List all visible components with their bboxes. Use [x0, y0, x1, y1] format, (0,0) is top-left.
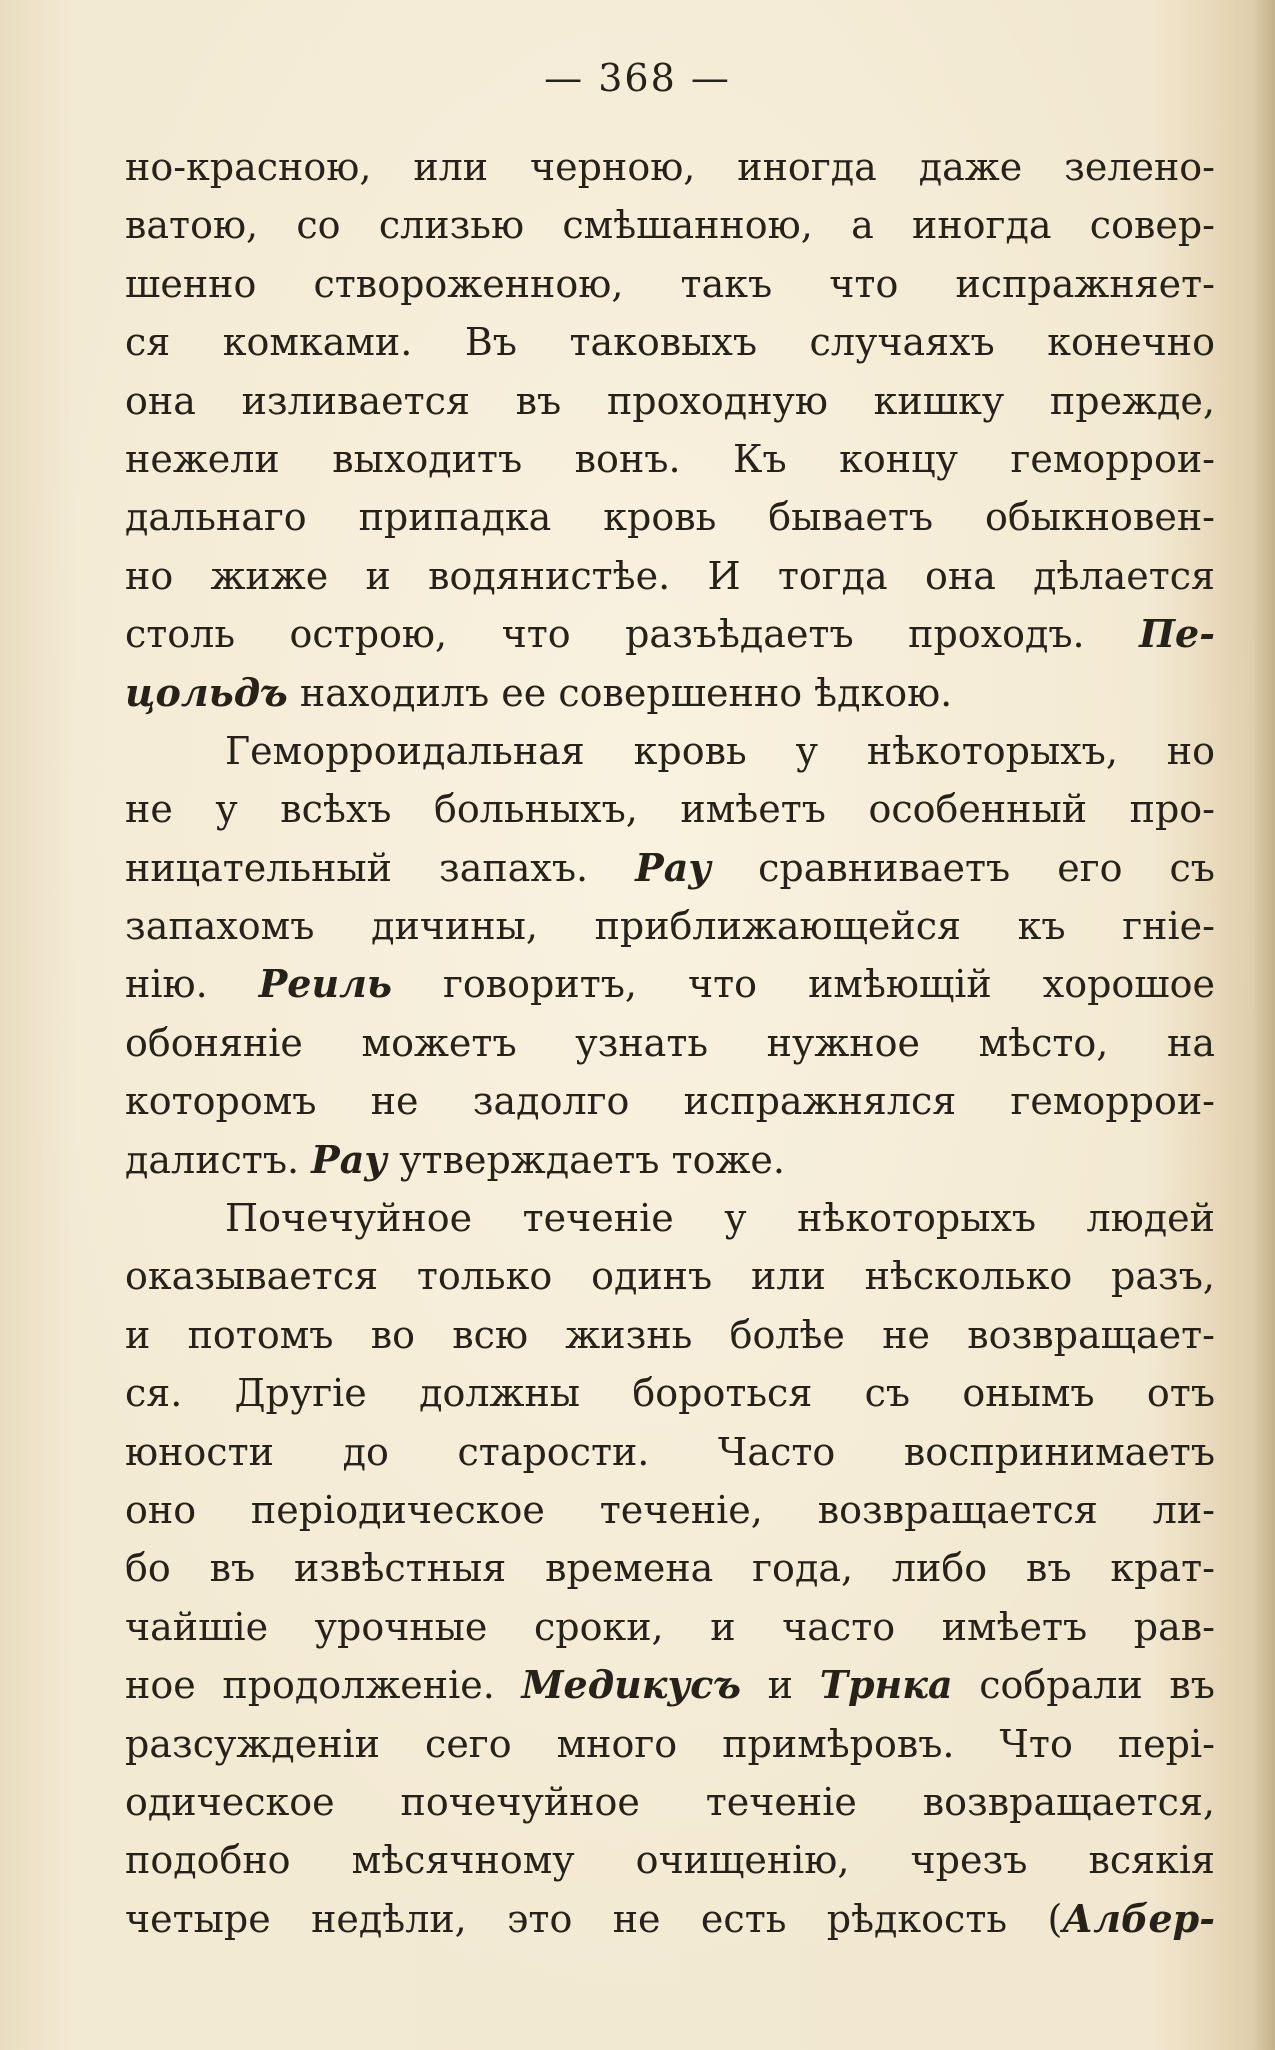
text-run: не у всѣхъ больныхъ, имѣетъ особенный про- — [125, 787, 1215, 832]
text-line — [125, 1364, 1215, 1422]
text-run: чайшіе урочные сроки, и часто имѣетъ рав- — [125, 1604, 1215, 1649]
text-line — [125, 1598, 1215, 1656]
text-run: но-красною, или черною, иногда даже зелено- — [125, 145, 1215, 189]
paragraph — [125, 722, 1215, 1189]
italic-name: Рау — [635, 844, 712, 890]
body-text — [125, 138, 1215, 1948]
text-run: оказывается только одинъ или нѣсколько разъ, — [125, 1254, 1215, 1299]
paragraph — [125, 138, 1215, 722]
text-run: она изливается въ проходную кишку прежде, — [125, 378, 1215, 423]
text-line — [125, 196, 1215, 254]
text-run: Почечуйное теченіе у нѣкоторыхъ людей — [225, 1196, 1215, 1241]
text-run: дальнаго припадка кровь бываетъ обыкновен- — [125, 495, 1215, 540]
text-run: и — [741, 1663, 820, 1708]
text-run: обоняніе можетъ узнать нужное мѣсто, на — [125, 1020, 1215, 1065]
text-line — [125, 1481, 1215, 1539]
text-line — [125, 1831, 1215, 1889]
text-run: оно періодическое теченіе, возвращается ли- — [125, 1487, 1215, 1532]
text-line — [125, 547, 1215, 605]
text-run: запахомъ дичины, приближающейся къ гніе- — [125, 904, 1215, 949]
italic-name: Медикусъ — [521, 1662, 741, 1708]
text-run: находилъ ее совершенно ѣдкою. — [287, 670, 953, 715]
text-line — [125, 1131, 1215, 1189]
text-line — [125, 1539, 1215, 1597]
text-line — [125, 1890, 1215, 1948]
text-line — [125, 1306, 1215, 1364]
text-run: шенно створоженною, такъ что испражняет- — [125, 261, 1215, 306]
italic-name: Пе- — [1139, 611, 1215, 657]
text-line — [125, 1072, 1215, 1130]
text-run: бо въ извѣстныя времена года, либо въ крат- — [125, 1546, 1215, 1591]
text-line — [125, 1189, 1215, 1247]
text-run: собрали въ — [952, 1663, 1215, 1708]
text-line — [125, 1773, 1215, 1831]
italic-name: Албер- — [1062, 1895, 1215, 1941]
text-line — [125, 488, 1215, 546]
text-run: одическое почечуйное теченіе возвращается, — [125, 1779, 1215, 1824]
paragraph — [125, 1189, 1215, 1948]
text-line — [125, 780, 1215, 838]
text-run: говоритъ, что имѣющій хорошое — [391, 962, 1215, 1007]
text-run: нію. — [125, 962, 259, 1007]
text-line — [125, 955, 1215, 1013]
text-line — [125, 1247, 1215, 1305]
text-line — [125, 255, 1215, 313]
text-line — [125, 138, 1215, 196]
text-run: подобно мѣсячному очищенію, чрезъ всякія — [125, 1838, 1215, 1883]
page-number: — 368 — — [544, 56, 731, 100]
text-line — [125, 605, 1215, 663]
page-edge-shadow — [1253, 0, 1275, 2050]
text-run: сравниваетъ его съ — [711, 845, 1215, 890]
text-run: ватою, со слизью смѣшанною, а иногда совер- — [125, 203, 1215, 248]
text-run: ся комками. Въ таковыхъ случаяхъ конечно — [125, 320, 1215, 365]
text-run: четыре недѣли, это не есть рѣдкость ( — [125, 1896, 1063, 1941]
text-line — [125, 313, 1215, 371]
text-run: утверждаетъ тоже. — [387, 1137, 785, 1182]
text-run: но жиже и водянистѣе. И тогда она дѣлается — [125, 553, 1215, 598]
text-run: которомъ не задолго испражнялся геморрои- — [125, 1079, 1215, 1124]
text-line — [125, 1715, 1215, 1773]
text-line — [125, 664, 1215, 722]
text-run: далистъ. — [125, 1137, 312, 1182]
italic-name: цольдъ — [125, 669, 288, 715]
text-line — [125, 897, 1215, 955]
text-run: ное продолженіе. — [125, 1663, 522, 1708]
text-line — [125, 1656, 1215, 1714]
italic-name: Трнка — [819, 1662, 953, 1708]
text-line — [125, 430, 1215, 488]
text-run: Геморроидальная кровь у нѣкоторыхъ, но — [225, 728, 1215, 773]
text-run: и потомъ во всю жизнь болѣе не возвращает- — [125, 1312, 1215, 1357]
italic-name: Рау — [311, 1136, 388, 1182]
text-run: нежели выходитъ вонъ. Къ концу геморрои- — [125, 436, 1215, 481]
text-line — [125, 1014, 1215, 1072]
text-run: разсужденіи сего много примѣровъ. Что пері- — [125, 1721, 1215, 1766]
text-run: ся. Другіе должны бороться съ онымъ отъ — [125, 1371, 1215, 1416]
text-line — [125, 372, 1215, 430]
text-line — [125, 1423, 1215, 1481]
italic-name: Реиль — [258, 961, 392, 1007]
text-run: ницательный запахъ. — [125, 845, 636, 890]
text-run: юности до старости. Часто воспринимаетъ — [125, 1429, 1215, 1474]
text-line — [125, 722, 1215, 780]
text-line — [125, 839, 1215, 897]
text-run: столь острою, что разъѣдаетъ проходъ. — [125, 612, 1140, 657]
